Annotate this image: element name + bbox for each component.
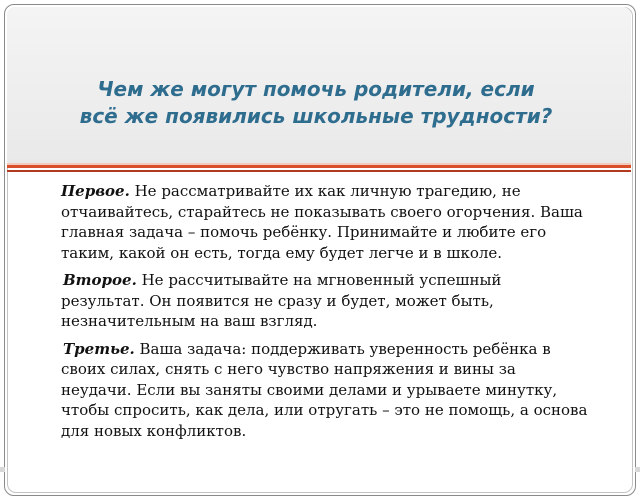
- slide-title: [36, 76, 596, 130]
- corner-mark-left: [0, 467, 5, 472]
- paragraph-lead: Третье.: [63, 339, 135, 358]
- corner-mark-right: [635, 467, 640, 472]
- title-line-2: всё же появились школьные трудности?: [79, 104, 553, 128]
- paragraph-lead: Первое.: [61, 182, 130, 200]
- paragraph-lead: Второе.: [63, 271, 137, 289]
- paragraph-first: [61, 181, 588, 263]
- paragraph-text: Ваша задача: поддерживать уверенность ребёнка в своих силах, снять с него чувство напряжения и вины за неудачи. Если вы заняты своими делами и урываете минутку, чтобы спросить, как дела, или отругать – это не помощь, а основа для новых конфликтов.: [61, 339, 588, 440]
- paragraph-third: [61, 339, 588, 442]
- paragraph-second: [61, 270, 588, 332]
- paragraph-text: Не рассчитывайте на мгновенный успешный результат. Он появится не сразу и будет, может быть, незначительным на ваш взгляд.: [61, 271, 502, 330]
- title-divider: [7, 163, 631, 172]
- paragraph-text: Не рассматривайте их как личную трагедию, не отчаивайтесь, старайтесь не показывать своего огорчения. Ваша главная задача – помочь ребёнку. Принимайте и любите его таким, какой он есть, тогда ему будет легче и в школе.: [61, 182, 583, 262]
- slide-body: [61, 181, 588, 448]
- divider-thin-stripe: [7, 170, 631, 172]
- title-line-1: Чем же могут помочь родители, если: [97, 77, 535, 101]
- divider-main-stripe: [7, 165, 631, 168]
